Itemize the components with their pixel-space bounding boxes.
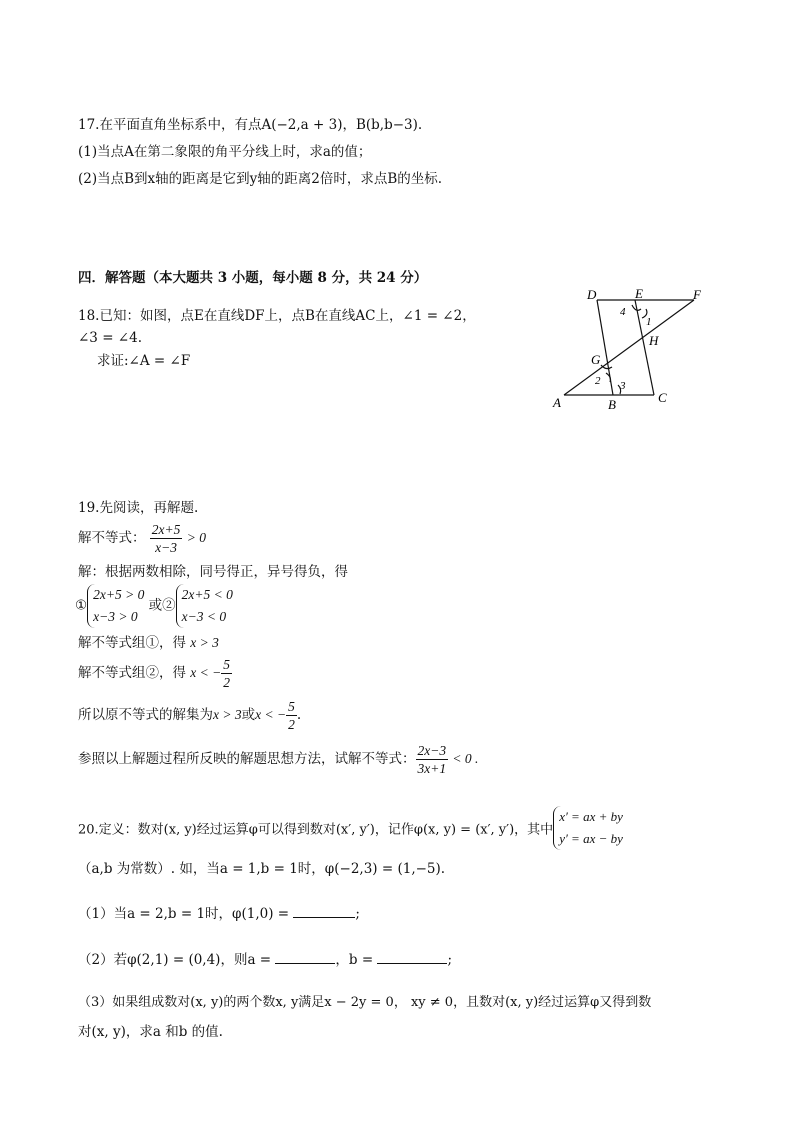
fig-angle-3: 3	[620, 380, 626, 392]
q19-task: 参照以上解题过程所反映的解题思想方法，试解不等式： $\frac{2x-3}{3x+1}$ < 0 .	[78, 743, 479, 776]
section-4-title: 四．解答题（本大题共 3 小题，每小题 8 分，共 24 分）	[78, 270, 428, 286]
q19-system-2: 2x+5 < 0 x−3 < 0	[176, 584, 233, 628]
fig-angle-1: 1	[646, 316, 652, 328]
q20-part1-answer-blank[interactable]	[293, 903, 355, 918]
q19-system-1: 2x+5 > 0 x−3 > 0	[87, 584, 144, 628]
q20-part1: （1）当a = 2,b = 1时，φ(1,0) = ;	[78, 903, 360, 924]
fig-label-e: E	[635, 286, 643, 301]
q20-system: x′ = ax + by y′ = ax − by	[553, 806, 623, 850]
q18-figure	[550, 285, 720, 415]
q19-inequality: 解不等式： $\frac{2x+5}{x-3}$ > 0	[78, 522, 206, 555]
fig-angle-2: 2	[595, 375, 601, 387]
fig-label-b: B	[608, 397, 616, 412]
q20-part3-line2: 对(x, y)，求a 和b 的值.	[78, 1024, 223, 1040]
q18-line1: 18.已知：如图，点E在直线DF上，点B在直线AC上，∠1 = ∠2，	[78, 308, 476, 324]
q19-intro: 19.先阅读，再解题.	[78, 500, 199, 516]
q20-definition-cont: （a,b 为常数）. 如，当a = 1,b = 1时，φ(−2,3) = (1,−5).	[78, 861, 446, 877]
q17-part2: (2)当点B到x轴的距离是它到y轴的距离2倍时，求点B的坐标.	[78, 171, 443, 187]
q20-part2: （2）若φ(2,1) = (0,4)，则a = ，b = ;	[78, 949, 452, 970]
q17-stem: 17.在平面直角坐标系中，有点A(−2,a + 3)，B(b,b−3).	[78, 117, 423, 133]
q19-group2: 解不等式组②，得 x < − $\frac{5}{2}$	[78, 657, 231, 690]
fig-label-h: H	[649, 333, 659, 348]
fig-label-a: A	[553, 395, 561, 410]
q19-group1: 解不等式组①，得 x > 3	[78, 635, 219, 651]
q19-fraction: $\frac{2x+5}{x-3}$	[151, 522, 181, 555]
q20-part2-b-blank[interactable]	[377, 949, 447, 964]
q18-line2: ∠3 = ∠4.	[78, 330, 142, 346]
fig-label-g: G	[591, 352, 601, 367]
q19-solution-intro: 解：根据两数相除，同号得正，异号得负，得	[78, 564, 348, 580]
q19-conclusion: 所以原不等式的解集为x > 3或x < − $\frac{5}{2}$ .	[78, 699, 302, 732]
q20-definition: 20.定义：数对(x, y)经过运算φ可以得到数对(x′, y′)，记作φ(x, y) = (x′, y′)，其中 x′ = ax + by y′ = ax − by	[78, 806, 623, 850]
fig-angle-4: 4	[620, 306, 626, 318]
q20-part3-line1: （3）如果组成数对(x, y)的两个数x, y满足x − 2y = 0， xy ≠ 0，且数对(x, y)经过运算φ又得到数	[78, 995, 652, 1010]
fig-label-f: F	[693, 287, 701, 302]
q19-systems: ① 2x+5 > 0 x−3 > 0 或② 2x+5 < 0 x−3 < 0	[75, 584, 233, 628]
q18-line3: 求证:∠A = ∠F	[97, 353, 191, 369]
q20-part2-a-blank[interactable]	[275, 949, 335, 964]
fig-label-c: C	[658, 390, 667, 405]
fig-label-d: D	[587, 287, 597, 302]
q17-part1: (1)当点A在第二象限的角平分线上时，求a的值；	[78, 144, 372, 160]
